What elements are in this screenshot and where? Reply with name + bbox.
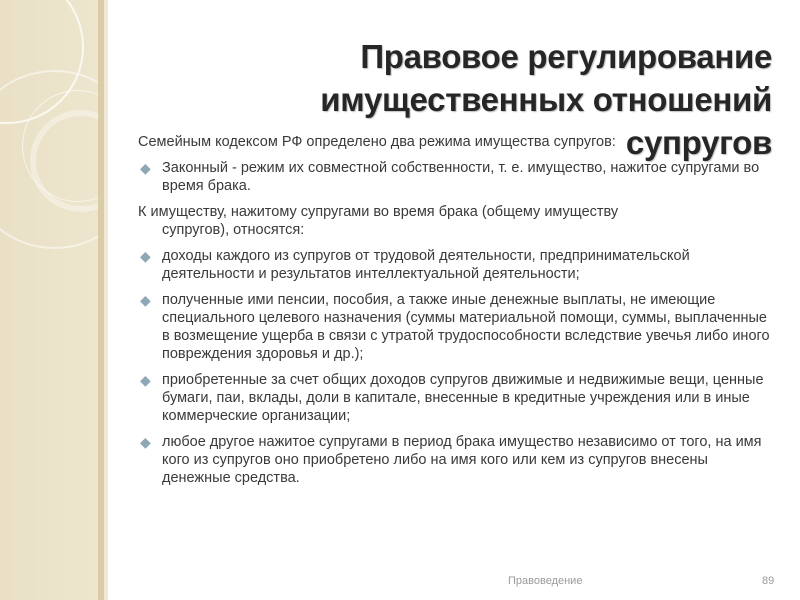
- bullet-icon: ◆: [140, 292, 151, 308]
- bullet-icon: ◆: [140, 372, 151, 388]
- bullet-icon: ◆: [140, 248, 151, 264]
- page-number: 89: [762, 575, 775, 587]
- bullet-text: приобретенные за счет общих доходов супругов движимые и недвижимые вещи, ценные бумаги, паи, вклады, доли в капитале, внесенные в кредитные учреждения или в иные коммерческие организации;: [162, 372, 764, 424]
- common-property-paragraph: [138, 203, 770, 239]
- bullet-item-income: [138, 247, 770, 283]
- title-line-1: Правовое регулирование: [360, 38, 772, 75]
- decorative-side-panel: [0, 0, 98, 600]
- bullet-text: доходы каждого из супругов от трудовой деятельности, предпринимательской деятельности и результатов интеллектуальной деятельности;: [162, 248, 690, 282]
- intro-paragraph: Семейным кодексом РФ определено два режима имущества супругов:: [138, 134, 616, 150]
- bullet-text: любое другое нажитое супругами в период брака имущество независимо от того, на имя кого из супругов оно приобретено либо на имя кого или кем из супругов внесены денежные средства.: [162, 434, 762, 486]
- bullet-item-pensions: [138, 291, 770, 363]
- bullet-text: полученные ими пенсии, пособия, а также иные денежные выплаты, не имеющие специального целевого назначения (суммы материальной помощи, суммы, выплаченные в возмещение ущерба в связи с утратой трудоспособности вследствие увечья либо иного повреждения здоровья и др.);: [162, 292, 770, 362]
- title-line-3: супругов: [625, 123, 772, 161]
- bullet-icon: ◆: [140, 160, 151, 176]
- bullet-text: Законный - режим их совместной собственности, т. е. имущество, нажитое супругами во время брака.: [162, 160, 760, 194]
- bullet-icon: ◆: [140, 434, 151, 450]
- bullet-item-other-property: [138, 433, 770, 487]
- bullet-item-legal-regime: [138, 159, 770, 195]
- paragraph-line: супругов), относятся:: [162, 222, 305, 238]
- footer-label: Правоведение: [508, 575, 583, 587]
- title-line-2: имущественных отношений: [320, 80, 772, 118]
- bullet-item-acquired-things: [138, 371, 770, 425]
- decorative-stripe: [104, 0, 108, 600]
- slide-body: [138, 133, 770, 495]
- paragraph-line: К имуществу, нажитому супругами во время брака (общему имуществу: [138, 204, 619, 220]
